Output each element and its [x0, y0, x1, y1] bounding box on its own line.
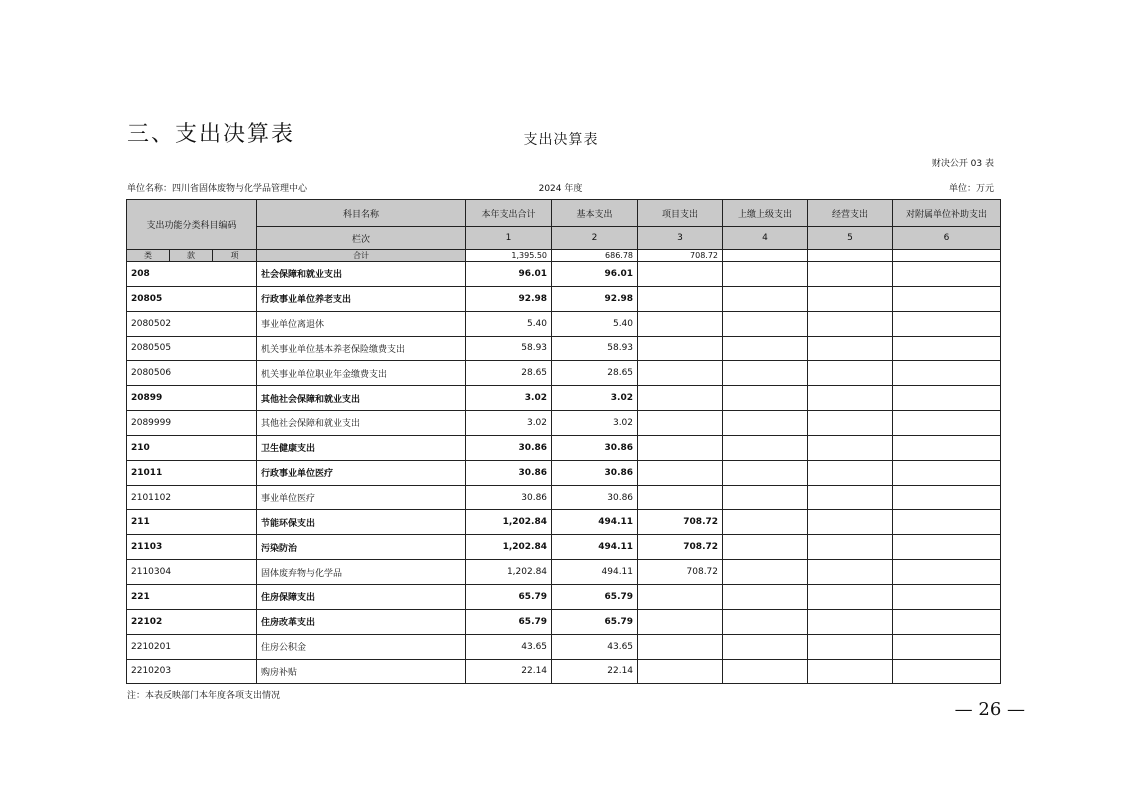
value-cell	[893, 435, 1001, 460]
value-cell	[723, 609, 808, 634]
col-header-3: 项目支出	[638, 200, 723, 227]
value-cell	[893, 485, 1001, 510]
value-cell	[808, 460, 893, 485]
value-cell: 30.86	[466, 435, 552, 460]
kuan-header: 款	[170, 250, 213, 262]
subject-name: 行政事业单位医疗	[257, 460, 466, 485]
value-cell	[723, 584, 808, 609]
value-cell: 43.65	[466, 634, 552, 659]
value-cell: 5.40	[552, 311, 638, 336]
value-cell	[638, 336, 723, 361]
subject-code: 2210203	[127, 659, 257, 684]
page-number: — 26 —	[954, 699, 1025, 720]
currency-unit: 单位：万元	[948, 184, 994, 194]
col-num-1: 1	[466, 227, 552, 250]
col-label-header: 栏次	[257, 227, 466, 250]
subject-code: 211	[127, 510, 257, 535]
subject-name: 其他社会保障和就业支出	[257, 411, 466, 436]
subject-name: 其他社会保障和就业支出	[257, 386, 466, 411]
table-row	[127, 262, 1001, 287]
subject-name: 机关事业单位基本养老保险缴费支出	[257, 336, 466, 361]
table-row	[127, 584, 1001, 609]
value-cell: 494.11	[552, 510, 638, 535]
value-cell: 58.93	[466, 336, 552, 361]
value-cell: 30.86	[552, 460, 638, 485]
value-cell: 3.02	[552, 386, 638, 411]
value-cell: 708.72	[638, 510, 723, 535]
table-row	[127, 535, 1001, 560]
total-cell	[893, 250, 1001, 262]
value-cell: 3.02	[552, 411, 638, 436]
value-cell	[638, 411, 723, 436]
subject-code: 210	[127, 435, 257, 460]
value-cell	[808, 311, 893, 336]
value-cell	[638, 460, 723, 485]
value-cell	[893, 262, 1001, 287]
value-cell	[638, 262, 723, 287]
table-row	[127, 336, 1001, 361]
subject-code: 2080506	[127, 361, 257, 386]
value-cell	[808, 286, 893, 311]
subject-code: 21011	[127, 460, 257, 485]
value-cell	[808, 634, 893, 659]
value-cell	[893, 386, 1001, 411]
value-cell: 92.98	[552, 286, 638, 311]
subject-code: 22102	[127, 609, 257, 634]
subject-code: 2101102	[127, 485, 257, 510]
value-cell	[893, 286, 1001, 311]
value-cell	[893, 460, 1001, 485]
value-cell: 494.11	[552, 535, 638, 560]
table-row	[127, 435, 1001, 460]
col-num-2: 2	[552, 227, 638, 250]
value-cell	[893, 510, 1001, 535]
subject-code: 21103	[127, 535, 257, 560]
subject-code: 20805	[127, 286, 257, 311]
col-num-4: 4	[723, 227, 808, 250]
col-header-4: 上缴上级支出	[723, 200, 808, 227]
section-heading: 三、支出决算表	[127, 122, 296, 147]
value-cell	[723, 286, 808, 311]
value-cell: 65.79	[466, 584, 552, 609]
value-cell	[723, 659, 808, 684]
expenditure-table	[126, 199, 1001, 684]
table-row	[127, 311, 1001, 336]
value-cell: 494.11	[552, 560, 638, 585]
table-row	[127, 361, 1001, 386]
value-cell	[723, 386, 808, 411]
table-row	[127, 634, 1001, 659]
value-cell	[723, 411, 808, 436]
value-cell: 30.86	[466, 485, 552, 510]
value-cell: 65.79	[466, 609, 552, 634]
value-cell	[638, 609, 723, 634]
value-cell: 1,202.84	[466, 510, 552, 535]
value-cell	[808, 435, 893, 460]
value-cell	[638, 584, 723, 609]
value-cell	[723, 510, 808, 535]
table-row	[127, 485, 1001, 510]
value-cell: 30.86	[552, 435, 638, 460]
value-cell: 708.72	[638, 535, 723, 560]
value-cell	[808, 361, 893, 386]
col-num-6: 6	[893, 227, 1001, 250]
value-cell: 96.01	[552, 262, 638, 287]
value-cell	[723, 485, 808, 510]
value-cell	[893, 609, 1001, 634]
value-cell: 30.86	[466, 460, 552, 485]
subject-name: 事业单位医疗	[257, 485, 466, 510]
value-cell: 96.01	[466, 262, 552, 287]
table-id: 财决公开 03 表	[931, 159, 994, 169]
value-cell: 92.98	[466, 286, 552, 311]
table-row	[127, 659, 1001, 684]
value-cell	[808, 262, 893, 287]
table-row	[127, 411, 1001, 436]
value-cell	[638, 311, 723, 336]
subject-code: 2089999	[127, 411, 257, 436]
col-header-2: 基本支出	[552, 200, 638, 227]
subject-name: 住房公积金	[257, 634, 466, 659]
value-cell	[723, 560, 808, 585]
value-cell	[893, 584, 1001, 609]
col-header-1: 本年支出合计	[466, 200, 552, 227]
name-header: 科目名称	[257, 200, 466, 227]
fiscal-year: 2024 年度	[538, 184, 583, 194]
value-cell	[638, 361, 723, 386]
value-cell: 1,202.84	[466, 560, 552, 585]
value-cell	[723, 435, 808, 460]
subject-name: 固体废弃物与化学品	[257, 560, 466, 585]
value-cell	[638, 485, 723, 510]
value-cell	[723, 535, 808, 560]
value-cell	[723, 361, 808, 386]
value-cell	[808, 535, 893, 560]
lei-header: 类	[127, 250, 170, 262]
value-cell	[808, 609, 893, 634]
code-header: 支出功能分类科目编码	[127, 200, 257, 250]
value-cell	[893, 535, 1001, 560]
value-cell: 65.79	[552, 584, 638, 609]
value-cell	[808, 560, 893, 585]
value-cell	[808, 584, 893, 609]
value-cell	[723, 634, 808, 659]
value-cell	[808, 510, 893, 535]
table-row	[127, 609, 1001, 634]
subject-name: 社会保障和就业支出	[257, 262, 466, 287]
value-cell	[638, 435, 723, 460]
value-cell	[893, 560, 1001, 585]
value-cell	[893, 361, 1001, 386]
subject-code: 2210201	[127, 634, 257, 659]
unit-name: 单位名称：四川省固体废物与化学品管理中心	[127, 184, 308, 194]
value-cell	[893, 336, 1001, 361]
value-cell	[893, 311, 1001, 336]
table-row	[127, 510, 1001, 535]
value-cell	[723, 262, 808, 287]
total-cell	[723, 250, 808, 262]
subject-name: 行政事业单位养老支出	[257, 286, 466, 311]
subject-name: 住房保障支出	[257, 584, 466, 609]
value-cell: 65.79	[552, 609, 638, 634]
subject-name: 购房补贴	[257, 659, 466, 684]
value-cell: 708.72	[638, 560, 723, 585]
value-cell: 3.02	[466, 411, 552, 436]
subject-name: 住房改革支出	[257, 609, 466, 634]
value-cell	[638, 286, 723, 311]
value-cell	[808, 336, 893, 361]
table-title: 支出决算表	[523, 132, 599, 148]
subject-name: 机关事业单位职业年金缴费支出	[257, 361, 466, 386]
col-header-5: 经营支出	[808, 200, 893, 227]
subject-name: 事业单位离退休	[257, 311, 466, 336]
table-row	[127, 560, 1001, 585]
value-cell: 43.65	[552, 634, 638, 659]
value-cell: 22.14	[552, 659, 638, 684]
total-label: 合计	[257, 250, 466, 262]
table-row	[127, 386, 1001, 411]
total-cell: 686.78	[552, 250, 638, 262]
value-cell: 28.65	[466, 361, 552, 386]
value-cell: 28.65	[552, 361, 638, 386]
table-note: 注：本表反映部门本年度各项支出情况	[127, 691, 281, 701]
subject-code: 2110304	[127, 560, 257, 585]
col-num-5: 5	[808, 227, 893, 250]
col-num-3: 3	[638, 227, 723, 250]
value-cell: 30.86	[552, 485, 638, 510]
value-cell: 3.02	[466, 386, 552, 411]
value-cell	[638, 386, 723, 411]
subject-code: 2080505	[127, 336, 257, 361]
value-cell	[808, 411, 893, 436]
value-cell	[723, 311, 808, 336]
table-row	[127, 460, 1001, 485]
table-info-row	[127, 181, 994, 193]
subject-code: 221	[127, 584, 257, 609]
subject-name: 污染防治	[257, 535, 466, 560]
value-cell: 22.14	[466, 659, 552, 684]
value-cell	[638, 634, 723, 659]
col-header-6: 对附属单位补助支出	[893, 200, 1001, 227]
value-cell: 1,202.84	[466, 535, 552, 560]
value-cell: 58.93	[552, 336, 638, 361]
value-cell	[808, 485, 893, 510]
value-cell	[808, 386, 893, 411]
subject-name: 节能环保支出	[257, 510, 466, 535]
total-cell: 708.72	[638, 250, 723, 262]
value-cell	[723, 460, 808, 485]
subject-name: 卫生健康支出	[257, 435, 466, 460]
value-cell	[893, 634, 1001, 659]
subject-code: 20899	[127, 386, 257, 411]
value-cell	[893, 411, 1001, 436]
value-cell: 5.40	[466, 311, 552, 336]
total-cell	[808, 250, 893, 262]
value-cell	[808, 659, 893, 684]
value-cell	[893, 659, 1001, 684]
total-cell: 1,395.50	[466, 250, 552, 262]
table-row	[127, 286, 1001, 311]
subject-code: 2080502	[127, 311, 257, 336]
value-cell	[723, 336, 808, 361]
xiang-header: 项	[213, 250, 257, 262]
subject-code: 208	[127, 262, 257, 287]
value-cell	[638, 659, 723, 684]
